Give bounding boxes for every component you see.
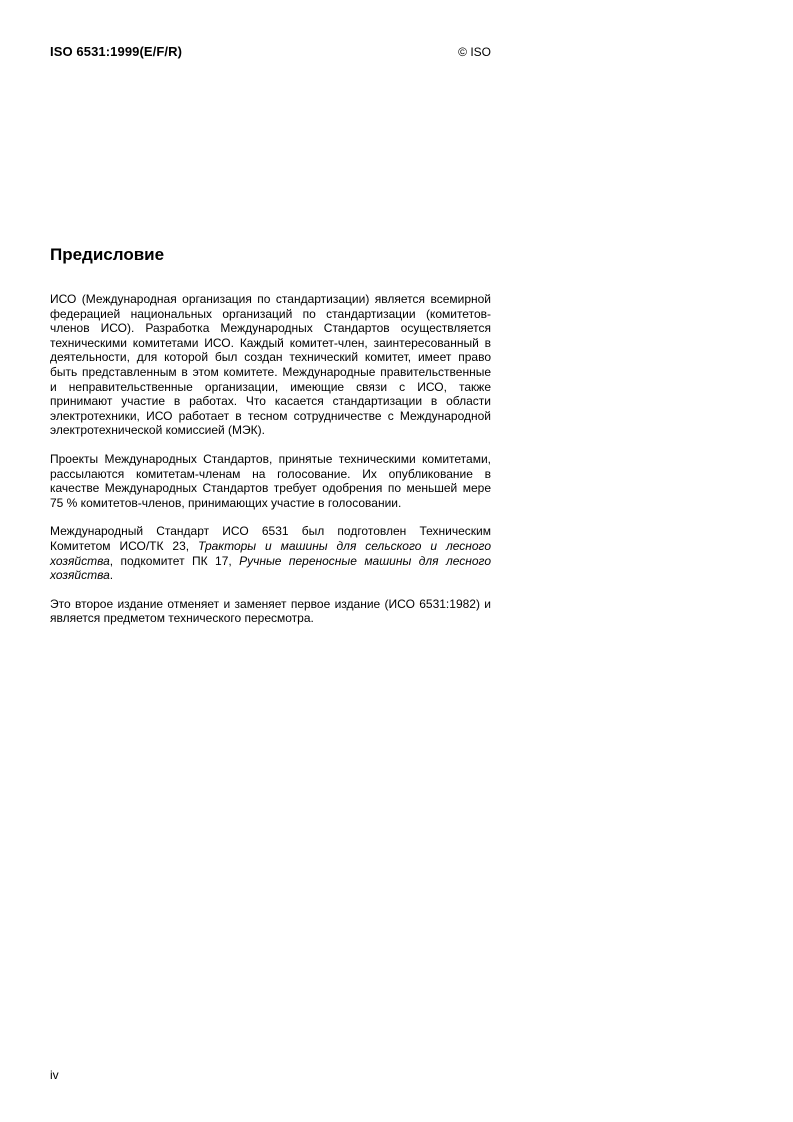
committee-name-italic: Тракторы и машины для сельского и лесного хозяйства <box>50 538 491 568</box>
document-number: ISO 6531:1999(E/F/R) <box>50 44 183 59</box>
paragraph-committee-text-3: . <box>109 568 114 583</box>
copyright-notice: © ISO <box>458 45 491 59</box>
paragraph-committee-info <box>50 524 491 582</box>
subcommittee-name-italic: Ручные переносные машины для лесного хозяйства <box>50 553 491 583</box>
body-text <box>50 292 491 626</box>
paragraph-committee-text-2: , подкомитет ПК 17, <box>109 553 240 568</box>
page-header <box>50 44 491 59</box>
paragraph-edition-note: Это второе издание отменяет и заменяет первое издание (ИСО 6531:1982) и является предметом технического пересмотра. <box>50 596 491 626</box>
paragraph-iso-description: ИСО (Международная организация по стандартизации) является всемирной федерацией национальных организаций по стандартизации (комитетов-членов ИСО). Разработка Международных Стандартов осуществляется техническими комитетами ИСО. Каждый комитет-член, заинтересованный в деятельности, для которой был создан технический комитет, имеет право быть представленным в этом комитете. Международные правительственные и неправительственные организации, имеющие связи с ИСО, также принимают участие в работах. Что касается стандартизации в области электротехники, ИСО работает в тесном сотрудничестве с Международной электротехнической комиссией (МЭК). <box>50 292 491 438</box>
paragraph-committee-text-1: Международный Стандарт ИСО 6531 был подготовлен Техническим Комитетом ИСО/ТК 23, <box>50 524 491 553</box>
paragraph-voting-procedure: Проекты Международных Стандартов, принятые техническими комитетами, рассылаются комитетам-членам на голосование. Их опубликование в качестве Международных Стандартов требует одобрения по меньшей мере 75 % комитетов-членов, принимающих участие в голосовании. <box>50 451 491 510</box>
section-title-foreword: Предисловие <box>50 245 165 264</box>
page-number: iv <box>50 1068 59 1082</box>
page-content <box>50 44 491 640</box>
